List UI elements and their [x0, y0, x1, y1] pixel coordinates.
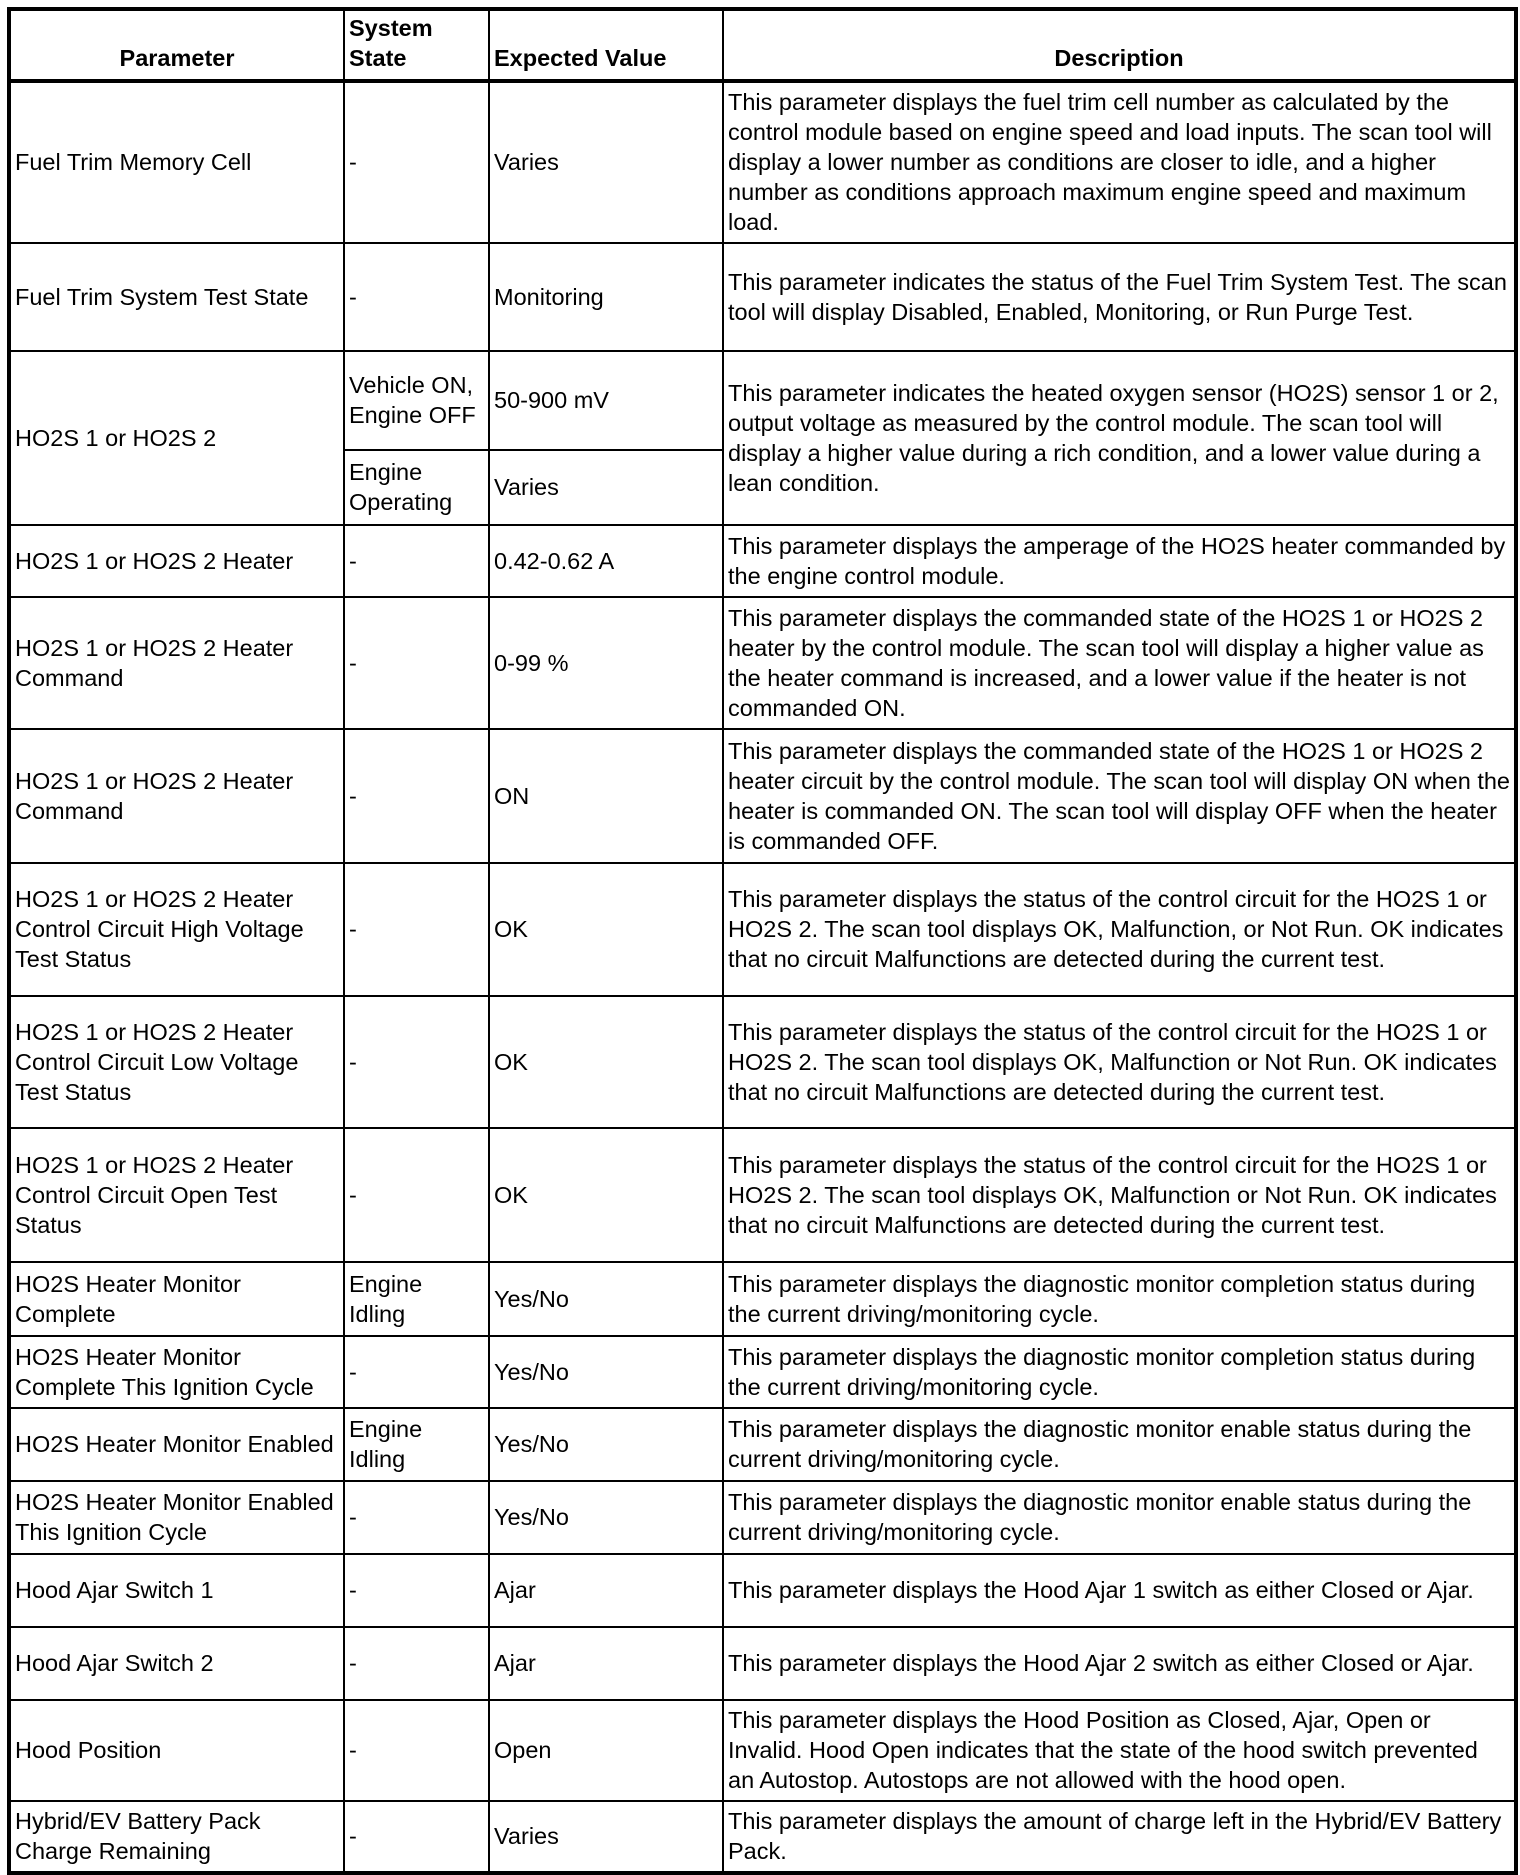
parameter-cell: HO2S 1 or HO2S 2 Heater Control Circuit High Voltage Test Status — [9, 863, 344, 996]
table-row — [9, 1801, 1516, 1873]
parameter-cell: Hood Ajar Switch 1 — [9, 1554, 344, 1627]
parameter-cell: Hybrid/EV Battery Pack Charge Remaining — [9, 1801, 344, 1873]
description-cell: This parameter displays the fuel trim cell number as calculated by the control module based on engine speed and load inputs. The scan tool will display a lower number as conditions are closer to idle, and a higher number as conditions approach maximum engine speed and maximum load. — [723, 81, 1516, 243]
system-state-cell: - — [344, 996, 489, 1128]
system-state-cell: - — [344, 243, 489, 351]
system-state-cell: - — [344, 1336, 489, 1408]
description-cell: This parameter displays the status of the control circuit for the HO2S 1 or HO2S 2. The scan tool displays OK, Malfunction or Not Run. OK indicates that no circuit Malfunctions are detected during the current test. — [723, 996, 1516, 1128]
parameter-cell: HO2S 1 or HO2S 2 Heater Command — [9, 729, 344, 863]
table-row — [9, 1481, 1516, 1554]
parameter-cell: Hood Ajar Switch 2 — [9, 1627, 344, 1700]
table-row — [9, 996, 1516, 1128]
header-parameter: Parameter — [9, 9, 344, 81]
expected-value-cell: OK — [489, 996, 723, 1128]
expected-value-cell: Ajar — [489, 1627, 723, 1700]
parameter-cell: HO2S 1 or HO2S 2 Heater Control Circuit Low Voltage Test Status — [9, 996, 344, 1128]
parameter-cell: HO2S 1 or HO2S 2 — [9, 351, 344, 525]
description-cell: This parameter displays the amount of charge left in the Hybrid/EV Battery Pack. — [723, 1801, 1516, 1873]
table-row — [9, 597, 1516, 729]
system-state-cell: Vehicle ON, Engine OFF — [344, 351, 489, 450]
table-row — [9, 81, 1516, 243]
system-state-cell: - — [344, 1801, 489, 1873]
description-cell: This parameter displays the Hood Ajar 1 switch as either Closed or Ajar. — [723, 1554, 1516, 1627]
table-row — [9, 863, 1516, 996]
system-state-cell: - — [344, 81, 489, 243]
system-state-cell: - — [344, 597, 489, 729]
parameter-cell: HO2S Heater Monitor Enabled — [9, 1408, 344, 1481]
expected-value-cell: 0.42-0.62 A — [489, 525, 723, 597]
description-cell: This parameter indicates the status of the Fuel Trim System Test. The scan tool will display Disabled, Enabled, Monitoring, or Run Purge Test. — [723, 243, 1516, 351]
system-state-cell: - — [344, 1481, 489, 1554]
header-expected-value: Expected Value — [489, 9, 723, 81]
header-row — [9, 9, 1516, 81]
expected-value-cell: OK — [489, 1128, 723, 1262]
system-state-cell: - — [344, 863, 489, 996]
parameter-cell: Hood Position — [9, 1700, 344, 1801]
description-cell: This parameter displays the status of the control circuit for the HO2S 1 or HO2S 2. The scan tool displays OK, Malfunction, or Not Run. OK indicates that no circuit Malfunctions are detected during the current test. — [723, 863, 1516, 996]
system-state-cell: - — [344, 729, 489, 863]
system-state-cell: Engine Idling — [344, 1262, 489, 1336]
description-cell: This parameter displays the commanded state of the HO2S 1 or HO2S 2 heater by the control module. The scan tool will display a higher value as the heater command is increased, and a lower value if the heater is not commanded ON. — [723, 597, 1516, 729]
expected-value-cell: Varies — [489, 81, 723, 243]
table-row — [9, 1128, 1516, 1262]
table-row — [9, 1336, 1516, 1408]
description-cell: This parameter indicates the heated oxygen sensor (HO2S) sensor 1 or 2, output voltage as measured by the control module. The scan tool will display a higher value during a rich condition, and a lower value during a lean condition. — [723, 351, 1516, 525]
expected-value-cell: Varies — [489, 1801, 723, 1873]
table-row — [9, 243, 1516, 351]
expected-value-cell: ON — [489, 729, 723, 863]
description-cell: This parameter displays the diagnostic monitor enable status during the current driving/monitoring cycle. — [723, 1481, 1516, 1554]
table-row — [9, 525, 1516, 597]
table-row — [9, 1627, 1516, 1700]
header-system-state: System State — [344, 9, 489, 81]
table-row — [9, 351, 1516, 450]
expected-value-cell: Ajar — [489, 1554, 723, 1627]
table-row — [9, 1554, 1516, 1627]
description-cell: This parameter displays the status of the control circuit for the HO2S 1 or HO2S 2. The scan tool displays OK, Malfunction or Not Run. OK indicates that no circuit Malfunctions are detected during the current test. — [723, 1128, 1516, 1262]
description-cell: This parameter displays the diagnostic monitor completion status during the current driving/monitoring cycle. — [723, 1262, 1516, 1336]
system-state-cell: - — [344, 1627, 489, 1700]
expected-value-cell: OK — [489, 863, 723, 996]
table-row — [9, 1262, 1516, 1336]
description-cell: This parameter displays the diagnostic monitor enable status during the current driving/monitoring cycle. — [723, 1408, 1516, 1481]
expected-value-cell: Yes/No — [489, 1408, 723, 1481]
parameter-cell: HO2S 1 or HO2S 2 Heater Control Circuit Open Test Status — [9, 1128, 344, 1262]
expected-value-cell: Open — [489, 1700, 723, 1801]
expected-value-cell: Varies — [489, 450, 723, 525]
system-state-cell: - — [344, 1128, 489, 1262]
description-cell: This parameter displays the commanded state of the HO2S 1 or HO2S 2 heater circuit by the control module. The scan tool will display ON when the heater is commanded ON. The scan tool will display OFF when the heater is commanded OFF. — [723, 729, 1516, 863]
table-row — [9, 1408, 1516, 1481]
expected-value-cell: Monitoring — [489, 243, 723, 351]
expected-value-cell: 0-99 % — [489, 597, 723, 729]
parameter-table — [7, 7, 1518, 1875]
system-state-cell: - — [344, 1700, 489, 1801]
system-state-cell: - — [344, 525, 489, 597]
expected-value-cell: Yes/No — [489, 1481, 723, 1554]
parameter-cell: HO2S 1 or HO2S 2 Heater — [9, 525, 344, 597]
header-description: Description — [723, 9, 1516, 81]
description-cell: This parameter displays the Hood Position as Closed, Ajar, Open or Invalid. Hood Open indicates that the state of the hood switch prevented an Autostop. Autostops are not allowed with the hood open. — [723, 1700, 1516, 1801]
system-state-cell: Engine Operating — [344, 450, 489, 525]
parameter-cell: Fuel Trim System Test State — [9, 243, 344, 351]
expected-value-cell: Yes/No — [489, 1262, 723, 1336]
table-row — [9, 1700, 1516, 1801]
expected-value-cell: Yes/No — [489, 1336, 723, 1408]
system-state-cell: Engine Idling — [344, 1408, 489, 1481]
description-cell: This parameter displays the diagnostic monitor completion status during the current driving/monitoring cycle. — [723, 1336, 1516, 1408]
parameter-cell: HO2S Heater Monitor Complete — [9, 1262, 344, 1336]
system-state-cell: - — [344, 1554, 489, 1627]
description-cell: This parameter displays the Hood Ajar 2 switch as either Closed or Ajar. — [723, 1627, 1516, 1700]
expected-value-cell: 50-900 mV — [489, 351, 723, 450]
parameter-cell: HO2S 1 or HO2S 2 Heater Command — [9, 597, 344, 729]
description-cell: This parameter displays the amperage of the HO2S heater commanded by the engine control module. — [723, 525, 1516, 597]
table-row — [9, 729, 1516, 863]
parameter-cell: HO2S Heater Monitor Complete This Ignition Cycle — [9, 1336, 344, 1408]
parameter-cell: Fuel Trim Memory Cell — [9, 81, 344, 243]
parameter-cell: HO2S Heater Monitor Enabled This Ignition Cycle — [9, 1481, 344, 1554]
